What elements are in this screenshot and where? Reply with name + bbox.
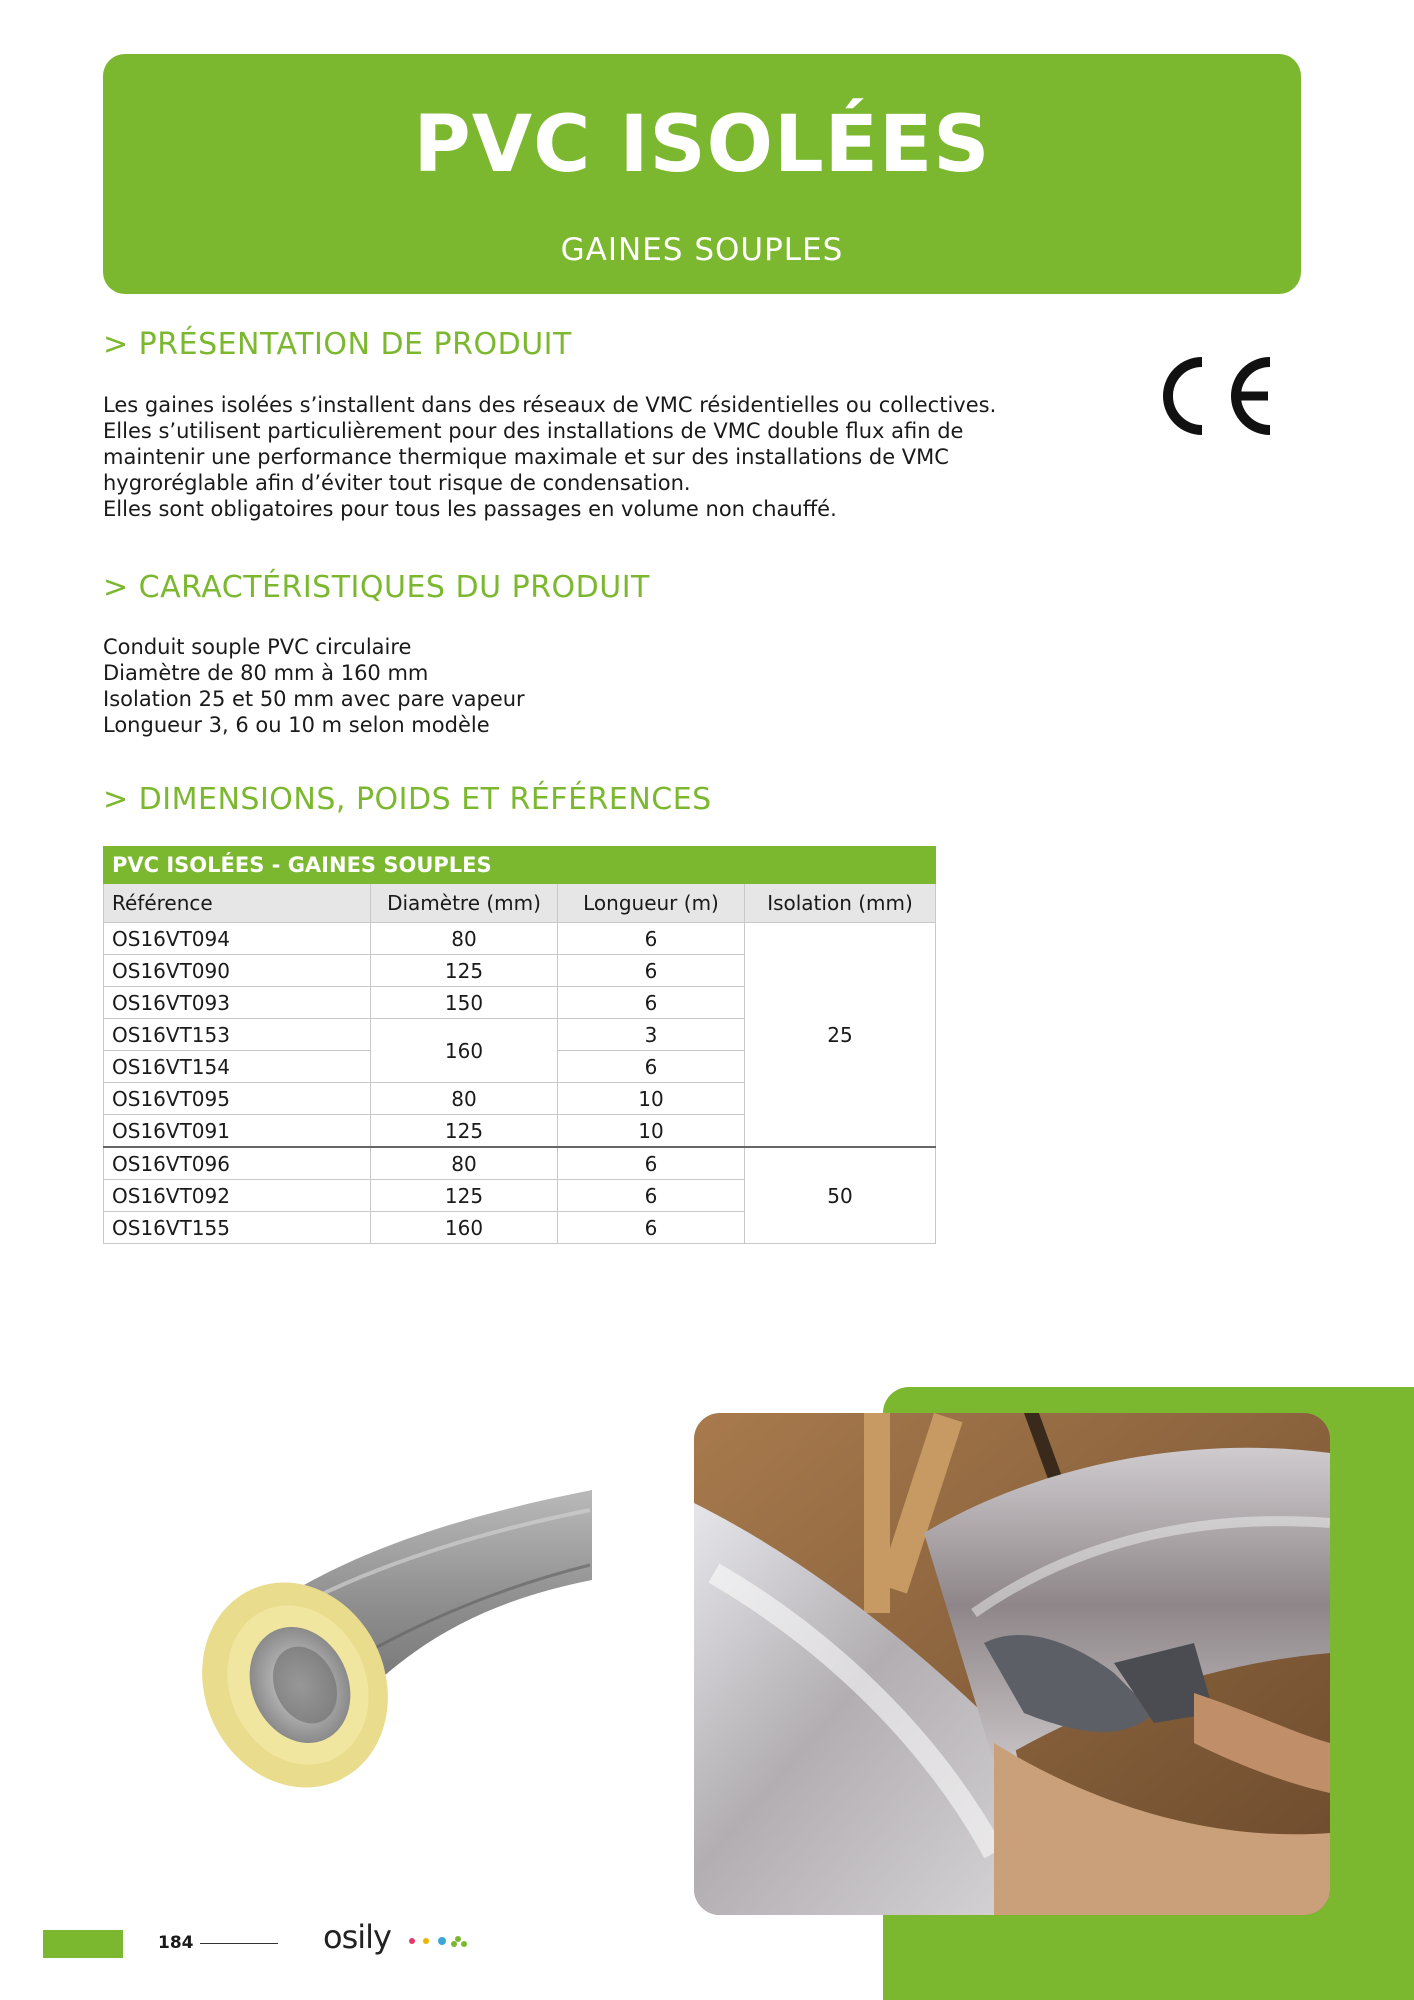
ce-mark-icon bbox=[1162, 356, 1278, 436]
characteristic-line: Conduit souple PVC circulaire bbox=[103, 635, 412, 659]
cell-reference: OS16VT155 bbox=[104, 1212, 371, 1244]
column-header-isolation: Isolation (mm) bbox=[745, 884, 936, 923]
brand-logo-icon bbox=[408, 1934, 474, 1948]
page-subtitle: GAINES SOUPLES bbox=[560, 232, 844, 268]
cell-length: 10 bbox=[558, 1115, 745, 1148]
characteristics-heading: > CARACTÉRISTIQUES DU PRODUIT bbox=[103, 570, 650, 605]
cell-diameter: 160 bbox=[371, 1212, 558, 1244]
presentation-line: Elles s’utilisent particulièrement pour des installations de VMC double flux afin de bbox=[103, 419, 964, 443]
presentation-line: hygroréglable afin d’éviter tout risque de condensation. bbox=[103, 471, 691, 495]
presentation-text bbox=[103, 392, 996, 522]
table-caption: PVC ISOLÉES - GAINES SOUPLES bbox=[104, 847, 936, 884]
cell-reference: OS16VT090 bbox=[104, 955, 371, 987]
brand-logo: osily bbox=[323, 1918, 391, 1956]
cell-length: 6 bbox=[558, 987, 745, 1019]
title-banner bbox=[103, 54, 1301, 294]
characteristics-list bbox=[103, 634, 525, 738]
decorative-divider bbox=[848, 1900, 883, 2000]
characteristic-line: Diamètre de 80 mm à 160 mm bbox=[103, 661, 429, 685]
column-header-length: Longueur (m) bbox=[558, 884, 745, 923]
footer-accent-bar bbox=[43, 1930, 123, 1958]
footer-divider bbox=[200, 1943, 278, 1944]
cell-isolation: 50 bbox=[745, 1147, 936, 1244]
cell-diameter: 150 bbox=[371, 987, 558, 1019]
duct-product-image bbox=[190, 1480, 600, 1810]
column-header-reference: Référence bbox=[104, 884, 371, 923]
cell-reference: OS16VT153 bbox=[104, 1019, 371, 1051]
cell-reference: OS16VT094 bbox=[104, 923, 371, 955]
presentation-heading: > PRÉSENTATION DE PRODUIT bbox=[103, 327, 572, 362]
cell-length: 6 bbox=[558, 1180, 745, 1212]
installation-photo bbox=[694, 1413, 1330, 1915]
cell-isolation: 25 bbox=[745, 923, 936, 1148]
cell-length: 6 bbox=[558, 955, 745, 987]
cell-reference: OS16VT095 bbox=[104, 1083, 371, 1115]
presentation-line: Elles sont obligatoires pour tous les passages en volume non chauffé. bbox=[103, 497, 837, 521]
references-table bbox=[103, 846, 936, 1244]
cell-length: 6 bbox=[558, 1212, 745, 1244]
cell-diameter: 125 bbox=[371, 1180, 558, 1212]
characteristic-line: Longueur 3, 6 ou 10 m selon modèle bbox=[103, 713, 490, 737]
table-row bbox=[104, 923, 936, 955]
cell-length: 10 bbox=[558, 1083, 745, 1115]
cell-diameter: 125 bbox=[371, 1115, 558, 1148]
cell-diameter: 80 bbox=[371, 923, 558, 955]
cell-length: 3 bbox=[558, 1019, 745, 1051]
column-header-diameter: Diamètre (mm) bbox=[371, 884, 558, 923]
table-row bbox=[104, 1147, 936, 1180]
cell-length: 6 bbox=[558, 1147, 745, 1180]
cell-diameter: 160 bbox=[371, 1019, 558, 1083]
cell-length: 6 bbox=[558, 1051, 745, 1083]
cell-diameter: 80 bbox=[371, 1147, 558, 1180]
cell-reference: OS16VT092 bbox=[104, 1180, 371, 1212]
page-number: 184 bbox=[158, 1933, 194, 1953]
presentation-line: Les gaines isolées s’installent dans des réseaux de VMC résidentielles ou collectives. bbox=[103, 393, 997, 417]
characteristic-line: Isolation 25 et 50 mm avec pare vapeur bbox=[103, 687, 525, 711]
page-title: PVC ISOLÉES bbox=[413, 100, 991, 190]
cell-diameter: 80 bbox=[371, 1083, 558, 1115]
dimensions-heading: > DIMENSIONS, POIDS ET RÉFÉRENCES bbox=[103, 782, 712, 817]
cell-reference: OS16VT091 bbox=[104, 1115, 371, 1148]
cell-diameter: 125 bbox=[371, 955, 558, 987]
cell-reference: OS16VT154 bbox=[104, 1051, 371, 1083]
cell-length: 6 bbox=[558, 923, 745, 955]
cell-reference: OS16VT093 bbox=[104, 987, 371, 1019]
presentation-line: maintenir une performance thermique maximale et sur des installations de VMC bbox=[103, 445, 949, 469]
cell-reference: OS16VT096 bbox=[104, 1147, 371, 1180]
